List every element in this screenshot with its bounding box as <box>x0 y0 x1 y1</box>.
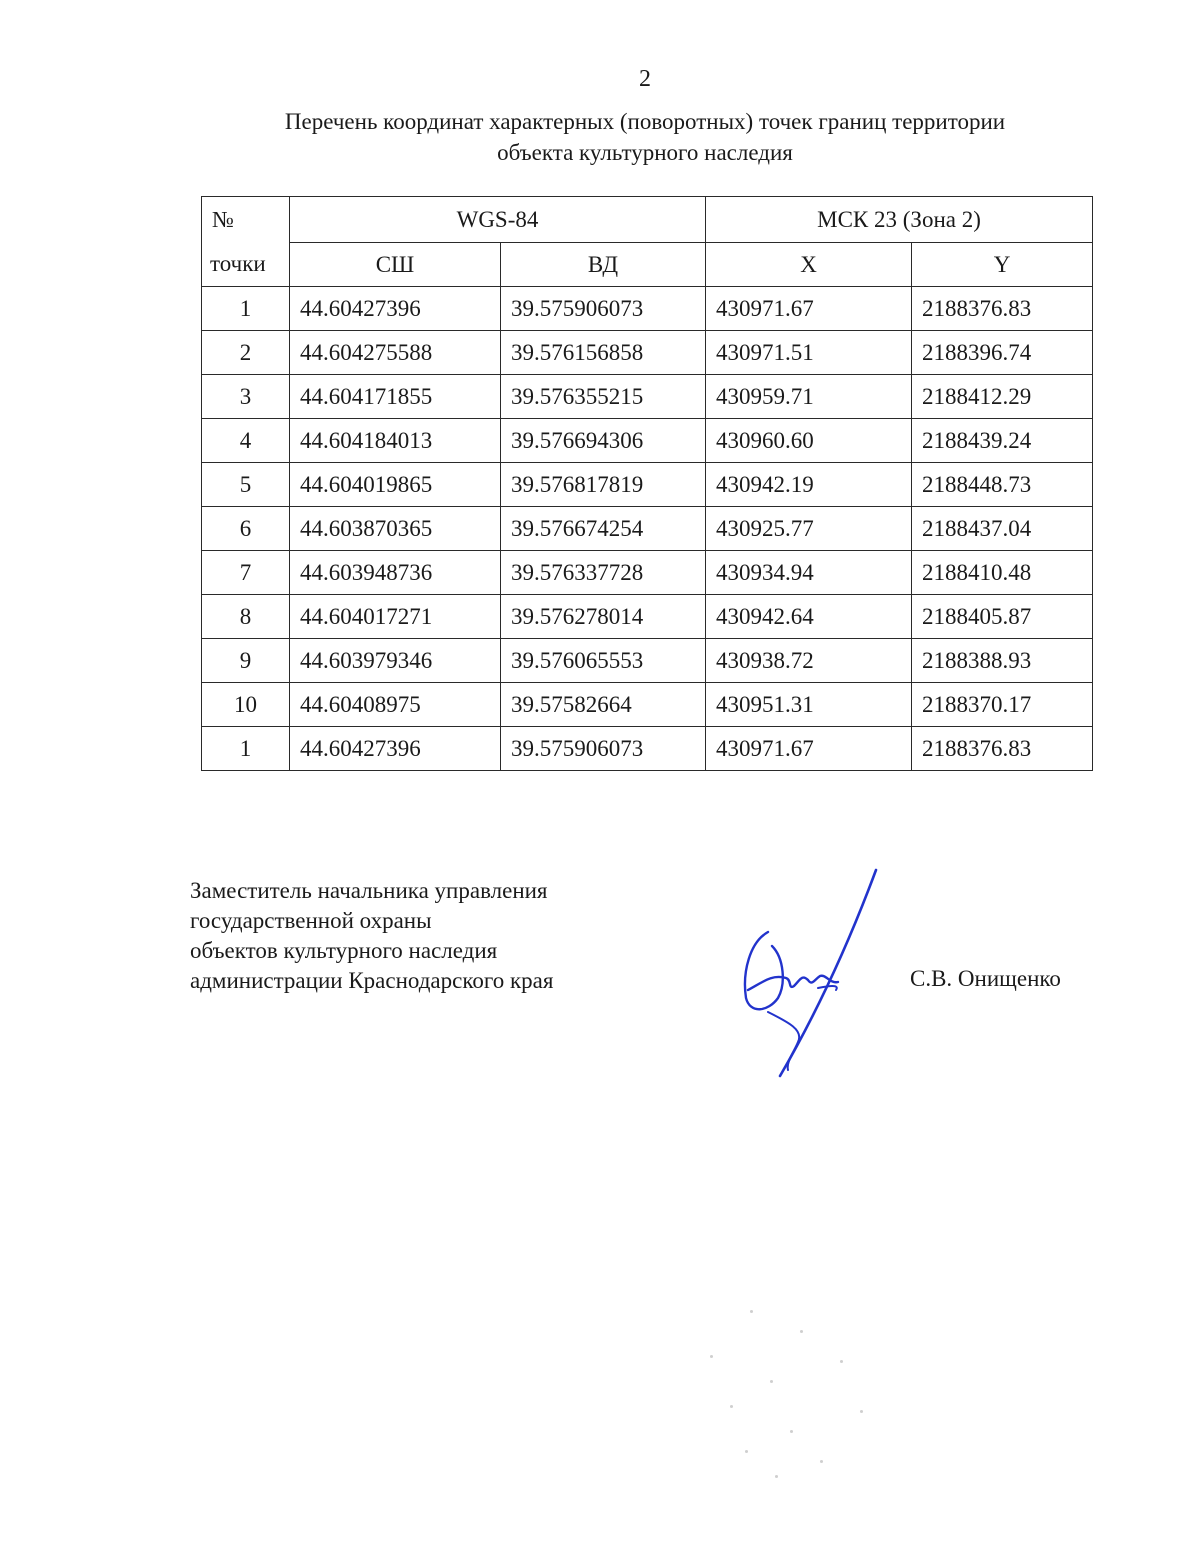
cell-x: 430938.72 <box>706 639 912 683</box>
table-row <box>202 331 1093 375</box>
handwritten-signature-icon <box>728 862 878 1082</box>
cell-x: 430960.60 <box>706 419 912 463</box>
cell-x: 430942.64 <box>706 595 912 639</box>
table-row <box>202 683 1093 727</box>
cell-y: 2188388.93 <box>912 639 1093 683</box>
cell-x: 430971.67 <box>706 287 912 331</box>
cell-point-number: 10 <box>202 683 290 727</box>
cell-x: 430942.19 <box>706 463 912 507</box>
cell-latitude: 44.604275588 <box>290 331 501 375</box>
cell-y: 2188376.83 <box>912 727 1093 771</box>
cell-point-number: 5 <box>202 463 290 507</box>
cell-point-number: 7 <box>202 551 290 595</box>
cell-y: 2188412.29 <box>912 375 1093 419</box>
table-row <box>202 727 1093 771</box>
cell-x: 430971.51 <box>706 331 912 375</box>
cell-y: 2188370.17 <box>912 683 1093 727</box>
cell-longitude: 39.576156858 <box>501 331 706 375</box>
header-point-label: точки <box>202 243 290 287</box>
cell-latitude: 44.60427396 <box>290 727 501 771</box>
cell-point-number: 1 <box>202 287 290 331</box>
table-header-row-2 <box>202 243 1093 287</box>
cell-longitude: 39.575906073 <box>501 727 706 771</box>
header-msk23: МСК 23 (Зона 2) <box>706 197 1093 243</box>
cell-point-number: 1 <box>202 727 290 771</box>
cell-point-number: 6 <box>202 507 290 551</box>
title-line-1: Перечень координат характерных (поворотных) точек границ территории <box>284 109 1006 134</box>
cell-x: 430971.67 <box>706 727 912 771</box>
cell-longitude: 39.575906073 <box>501 287 706 331</box>
cell-x: 430934.94 <box>706 551 912 595</box>
cell-latitude: 44.604019865 <box>290 463 501 507</box>
cell-longitude: 39.576355215 <box>501 375 706 419</box>
signatory-line-3: объектов культурного наследия <box>190 938 498 963</box>
header-wgs84: WGS-84 <box>290 197 706 243</box>
cell-point-number: 2 <box>202 331 290 375</box>
document-title <box>200 106 1090 168</box>
page-number: 2 <box>639 66 651 92</box>
header-latitude: СШ <box>290 243 501 287</box>
cell-latitude: 44.604184013 <box>290 419 501 463</box>
cell-longitude: 39.576674254 <box>501 507 706 551</box>
cell-longitude: 39.576817819 <box>501 463 706 507</box>
header-y: Y <box>912 243 1093 287</box>
cell-y: 2188410.48 <box>912 551 1093 595</box>
cell-latitude: 44.604017271 <box>290 595 501 639</box>
signatory-line-1: Заместитель начальника управления <box>190 878 548 903</box>
table-row <box>202 639 1093 683</box>
cell-point-number: 4 <box>202 419 290 463</box>
cell-point-number: 9 <box>202 639 290 683</box>
cell-latitude: 44.603870365 <box>290 507 501 551</box>
table-header-row-1 <box>202 197 1093 243</box>
cell-latitude: 44.60427396 <box>290 287 501 331</box>
table-row <box>202 463 1093 507</box>
cell-y: 2188448.73 <box>912 463 1093 507</box>
table-row <box>202 287 1093 331</box>
table-row <box>202 375 1093 419</box>
signatory-line-2: государственной охраны <box>190 908 432 933</box>
header-x: X <box>706 243 912 287</box>
cell-x: 430925.77 <box>706 507 912 551</box>
header-longitude: ВД <box>501 243 706 287</box>
table-row <box>202 507 1093 551</box>
signatory-position <box>190 876 553 996</box>
cell-y: 2188439.24 <box>912 419 1093 463</box>
cell-latitude: 44.603979346 <box>290 639 501 683</box>
cell-latitude: 44.60408975 <box>290 683 501 727</box>
cell-longitude: 39.576694306 <box>501 419 706 463</box>
header-point-number: № <box>202 197 290 243</box>
cell-point-number: 3 <box>202 375 290 419</box>
table-row <box>202 551 1093 595</box>
cell-x: 430959.71 <box>706 375 912 419</box>
cell-latitude: 44.604171855 <box>290 375 501 419</box>
cell-longitude: 39.576337728 <box>501 551 706 595</box>
cell-longitude: 39.576065553 <box>501 639 706 683</box>
scan-noise <box>690 1300 920 1490</box>
coordinates-table <box>201 196 1093 771</box>
cell-longitude: 39.576278014 <box>501 595 706 639</box>
cell-x: 430951.31 <box>706 683 912 727</box>
cell-latitude: 44.603948736 <box>290 551 501 595</box>
cell-point-number: 8 <box>202 595 290 639</box>
cell-y: 2188376.83 <box>912 287 1093 331</box>
signatory-name: С.В. Онищенко <box>910 966 1061 991</box>
table-row <box>202 419 1093 463</box>
cell-y: 2188396.74 <box>912 331 1093 375</box>
signatory-line-4: администрации Краснодарского края <box>190 968 554 993</box>
title-line-2: объекта культурного наследия <box>497 140 793 165</box>
table-row <box>202 595 1093 639</box>
cell-y: 2188437.04 <box>912 507 1093 551</box>
cell-y: 2188405.87 <box>912 595 1093 639</box>
cell-longitude: 39.57582664 <box>501 683 706 727</box>
